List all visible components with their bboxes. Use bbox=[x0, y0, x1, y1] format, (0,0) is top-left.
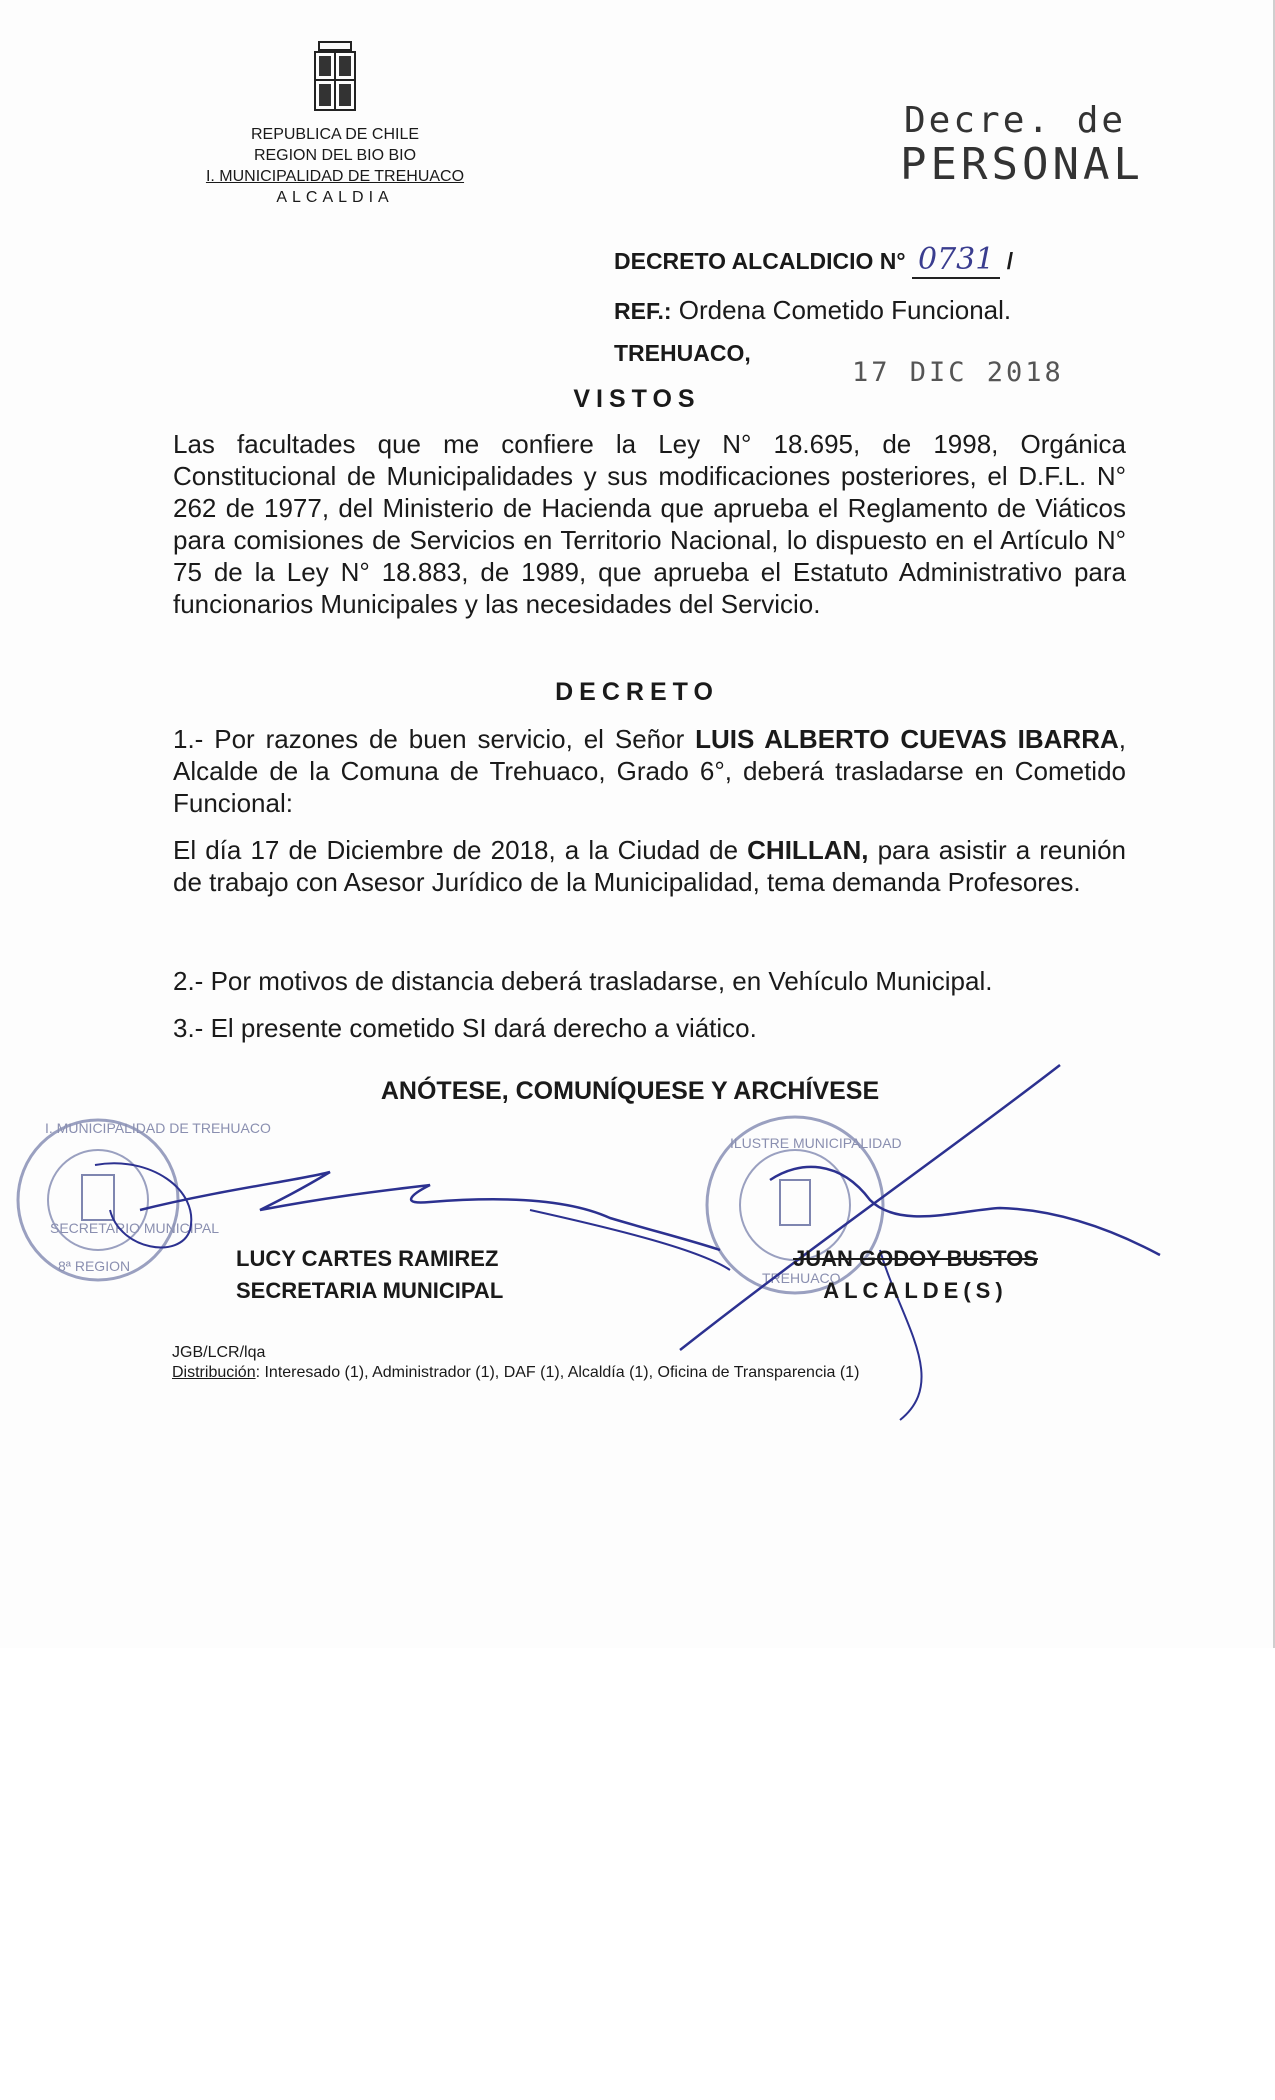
closing-formula: ANÓTESE, COMUNÍQUESE Y ARCHÍVESE bbox=[380, 1077, 880, 1105]
decreto-item-2: 2.- Por motivos de distancia deberá trasladarse, en Vehículo Municipal. bbox=[173, 966, 993, 996]
decreto-detail bbox=[173, 834, 1126, 898]
stamp-line-2: PERSONAL bbox=[900, 139, 1144, 190]
left-signer-name: LUCY CARTES RAMIREZ bbox=[236, 1246, 499, 1271]
ref-label: REF.: bbox=[614, 298, 672, 324]
decree-number-line bbox=[614, 242, 1013, 277]
item1-after: , Alcalde de la Comuna de Trehuaco, Grado 6°, deberá trasladarse en Cometido Funcional: bbox=[173, 724, 1126, 818]
header-line-3: I. MUNICIPALIDAD DE TREHUACO bbox=[205, 168, 465, 185]
left-seal-inner: SECRETARIO MUNICIPAL bbox=[50, 1220, 220, 1236]
ref-text: Ordena Cometido Funcional. bbox=[678, 295, 1012, 325]
left-seal-region: 8ª REGION bbox=[58, 1258, 131, 1274]
decreto-item-1 bbox=[173, 723, 1126, 819]
left-signer-title: SECRETARIA MUNICIPAL bbox=[236, 1278, 504, 1303]
right-signature-block bbox=[793, 1243, 1038, 1307]
reference-line bbox=[614, 295, 1011, 326]
right-seal-text: ILUSTRE MUNICIPALIDAD bbox=[730, 1135, 902, 1151]
distribution-line bbox=[172, 1364, 859, 1382]
header-line-1: REPUBLICA DE CHILE bbox=[250, 126, 420, 143]
distribution-text: : Interesado (1), Administrador (1), DAF (1), Alcaldía (1), Oficina de Transparencia (1) bbox=[255, 1364, 860, 1381]
place-label: TREHUACO, bbox=[614, 340, 751, 366]
right-seal-inner: TREHUACO bbox=[762, 1270, 841, 1286]
institution-header bbox=[175, 40, 495, 208]
header-line-2: REGION DEL BIO BIO bbox=[253, 147, 417, 164]
date-stamp: 17 DIC 2018 bbox=[852, 357, 1064, 388]
vistos-text: Las facultades que me confiere la Ley N° 18.695, de 1998, Orgánica Constitucional de Municipalidades y sus modificaciones posteriores, el D.F.L. N° 262 de 1977, del Ministerio de Hacienda que aprueba el Reglamento de Viáticos para comisiones de Servicios en Territorio Nacional, lo dispuesto en el Artículo N° 75 de la Ley N° 18.883, de 1989, que aprueba el Estatuto Administrativo para funcionarios Municipales y las necesidades del Servicio. bbox=[173, 429, 1126, 619]
detail-after: para asistir a reunión de trabajo con Asesor Jurídico de la Municipalidad, tema demanda Profesores. bbox=[173, 835, 1126, 897]
handwritten-signatures-icon bbox=[0, 1060, 1275, 1440]
personnel-stamp bbox=[900, 100, 1180, 190]
item1-before: 1.- Por razones de buen servicio, el Señor bbox=[173, 724, 696, 754]
decree-slash: / bbox=[1006, 248, 1014, 274]
decree-number: 0731 bbox=[912, 242, 1000, 279]
distribution-label: Distribución bbox=[172, 1364, 256, 1381]
decreto-item-3: 3.- El presente cometido SI dará derecho a viático. bbox=[173, 1013, 757, 1043]
right-signer-name: JUAN GODOY BUSTOS bbox=[793, 1246, 1038, 1271]
left-seal-text: I. MUNICIPALIDAD DE TREHUACO bbox=[45, 1120, 271, 1136]
coat-of-arms-icon bbox=[313, 40, 357, 114]
decree-label: DECRETO ALCALDICIO N° bbox=[614, 248, 906, 274]
item1-name: LUIS ALBERTO CUEVAS IBARRA bbox=[695, 724, 1119, 754]
initials: JGB/LCR/lqa bbox=[172, 1344, 266, 1361]
detail-city: CHILLAN, bbox=[747, 835, 869, 865]
stamp-line-1: Decre. de bbox=[904, 100, 1127, 141]
left-signature-block bbox=[236, 1243, 503, 1307]
detail-before: El día 17 de Diciembre de 2018, a la Ciudad de bbox=[173, 835, 748, 865]
header-line-4: ALCALDIA bbox=[276, 189, 394, 206]
right-signer-title: ALCALDE(S) bbox=[823, 1278, 1008, 1303]
vistos-heading: VISTOS bbox=[573, 385, 701, 413]
decreto-heading: DECRETO bbox=[555, 678, 719, 706]
